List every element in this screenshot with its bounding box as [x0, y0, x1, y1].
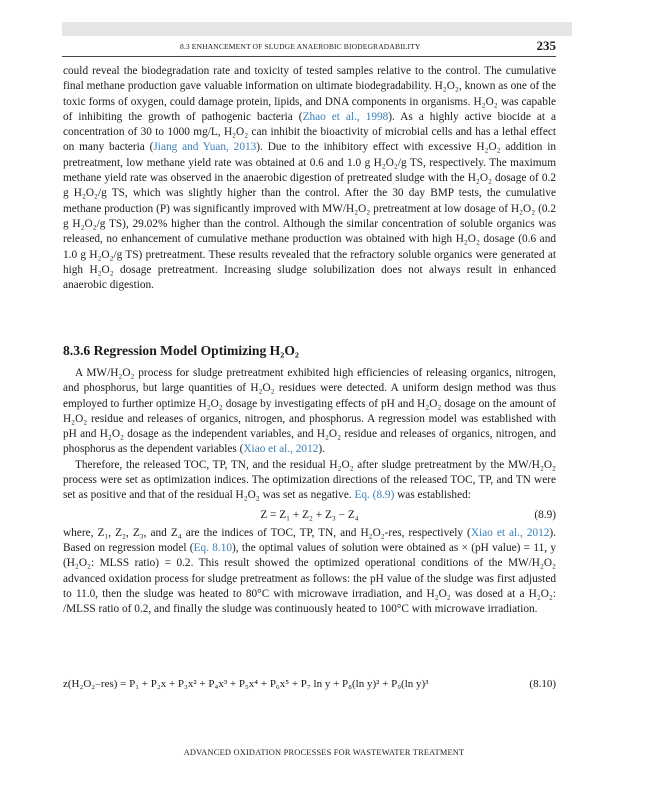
- equation-8-10: [63, 676, 556, 692]
- equation-8-10-expression: z(H₂O₂₋res) = P₁ + P₂x + P₃x² + P₄x³ + P₅x⁴ + P₆x⁵ + P₇ ln y + P₈(ln y)² + P₉(ln y)³: [63, 678, 429, 690]
- body-text-bottom: [63, 366, 556, 617]
- paragraph-1: [63, 64, 556, 293]
- citation-zhao-1998[interactable]: Zhao et al., 1998: [302, 110, 389, 123]
- para1-text-1: could reveal the biodegradation rate and toxicity of tested samples relative to the control. The cumulative final methane production gave valuable information on ultimate biodegradability. H₂O₂, known as one of the toxic forms of oxygen, could damage protein, lipids, and DNA components in organisms. H₂O₂ was capable of inhibiting the growth of pathogenic bacteria (: [63, 65, 556, 123]
- paragraph-4: [63, 526, 556, 618]
- citation-xiao-2012-a[interactable]: Xiao et al., 2012: [243, 443, 319, 456]
- para4-text-3: ), the optimal values of solution were obtained as × (pH value) = 11, y (H₂O₂: MLSS ratio) = 0.2. This result showed the optimized operational conditions of the MW/H₂O₂ advanced oxidation process for sludge pretreatment as follows: the pH value of the sludge was first adjusted to 11.0, then the sludge was heated to 80°C with microwave irradiation, and H₂O₂ was dosed at a H₂O₂: /MLSS ratio of 0.2, and finally the sludge was continuously heated to 100°C with microwave irradiation.: [63, 541, 557, 616]
- paragraph-2: [63, 366, 556, 458]
- para1-text-2: ). As a highly active biocide at a concentration of 30 to 1000 mg/L, H₂O₂ can inhibit the bioactivity of microbial cells and has a lethal effect on many bacteria (: [63, 110, 557, 154]
- page-number: 235: [536, 38, 556, 53]
- top-gray-bar: [62, 22, 572, 36]
- citation-jiang-yuan-2013[interactable]: Jiang and Yuan, 2013: [153, 141, 257, 154]
- equation-8-9: [63, 504, 556, 526]
- paragraph-3: [63, 458, 556, 504]
- book-title-footer: ADVANCED OXIDATION PROCESSES FOR WASTEWATER TREATMENT: [183, 748, 465, 757]
- running-title: 8.3 ENHANCEMENT OF SLUDGE ANAEROBIC BIODEGRADABILITY: [180, 42, 421, 51]
- equation-8-9-expression: Z = Z₁ + Z₂ + Z₃ − Z₄: [260, 508, 359, 521]
- para2-text-1: A MW/H₂O₂ process for sludge pretreatment exhibited high efficiencies of releasing organics, nitrogen, and phosphorus, but large quantities of H₂O₂ residues were detected. A uniform design method was thus employed to further optimize H₂O₂ dosage by investigating effects of pH and H₂O₂ dosage on the amount of H₂O₂ residue and releases of organics, nitrogen, and phosphorus. A regression model was established with pH and H₂O₂ dosage as the independent variables, and H₂O₂ residue and releases of organics, nitrogen, and phosphorus as the dependent variables (: [63, 367, 556, 456]
- section-heading: 8.3.6 Regression Model Optimizing H₂O₂: [63, 343, 299, 358]
- para3-text-2: was established:: [394, 489, 471, 502]
- para1-text-3: ). Due to the inhibitory effect with excessive H₂O₂ addition in pretreatment, low methane yield rate was obtained at 0.6 and 1.0 g H₂O₂/g TS, respectively. The maximum methane yield rate was observed in the anaerobic digestion of pretreated sludge with the H₂O₂ dosage of 0.2 g H₂O₂/g TS, which was slightly higher than the control. After the 30 day BMP tests, the cumulative methane production (P) was significantly improved with MW/H₂O₂ pretreatment at low dosage of H₂O₂ (0.2 g H₂O₂/g TS), 29.02% higher than the control. Although the similar concentration of soluble organics was released, no enhancement of cumulative methane production was obtained with high H₂O₂ dosage (0.6 and 1.0 g H₂O₂/g TS) pretreatment. These results revealed that the refractory soluble organics were generated at high H₂O₂ dosage pretreatment. Increasing sludge solubilization does not always result in enhanced anaerobic digestion.: [63, 141, 557, 292]
- body-text-top: [63, 64, 556, 293]
- equation-8-9-number: (8.9): [534, 508, 556, 521]
- equation-ref-8-10[interactable]: Eq. 8.10: [193, 541, 233, 554]
- para4-text-1: where, Z₁, Z₂, Z₃, and Z₄ are the indices of TOC, TP, TN, and H₂O₂-res, respectively (: [63, 526, 471, 539]
- para3-text-1: Therefore, the released TOC, TP, TN, and the residual H₂O₂ after sludge pretreatment by the MW/H₂O₂ process were set as optimization indices. The optimization directions of the released TOC, TP, and TN were set as positive and that of the residual H₂O₂ was set as negative.: [63, 458, 556, 502]
- citation-xiao-2012-b[interactable]: Xiao et al., 2012: [470, 526, 550, 539]
- equation-ref-8-9[interactable]: Eq. (8.9): [354, 489, 395, 502]
- para4-text-2: ). Based on regression model (: [63, 526, 557, 554]
- equation-8-10-number: (8.10): [529, 678, 556, 690]
- para2-text-2: ).: [318, 443, 325, 456]
- running-header: [62, 38, 556, 57]
